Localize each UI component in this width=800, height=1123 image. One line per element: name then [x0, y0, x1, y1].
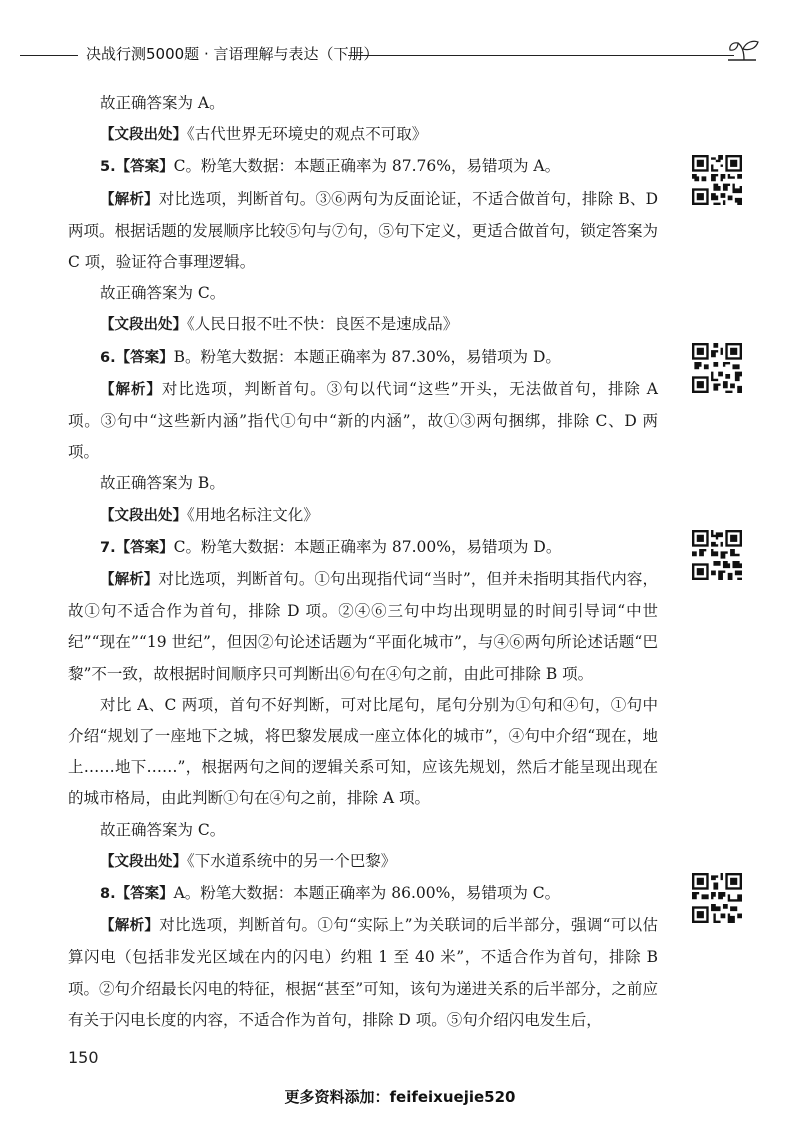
analysis-label: 【解析】 — [100, 572, 159, 589]
source-line — [68, 309, 658, 341]
answer-header-6 — [68, 342, 658, 374]
source-label: 【文段出处】 — [100, 317, 187, 334]
answer-label: 6.【答案】 — [100, 349, 174, 366]
source-title: 《用地名标注文化》 — [187, 505, 319, 524]
answer-stats: A。粉笔大数据：本题正确率为 86.00%，易错项为 C。 — [173, 884, 561, 903]
page-header — [0, 34, 800, 74]
source-title: 《下水道系统中的另一个巴黎》 — [187, 851, 397, 870]
analysis-paragraph — [68, 564, 658, 690]
answer-stats: C。粉笔大数据：本题正确率为 87.76%，易错项为 A。 — [173, 157, 561, 176]
header-rule-left — [20, 55, 78, 56]
analysis-text: 对比选项，判断首句。①句出现指代词“当时”，但并未指明其指代内容，故①句不适合作为首句，排除 D 项。②④⑥三句中均出现明显的时间引导词“中世纪”“现在”“19 世纪”，但因②句论述话题为“平面化城市”，与④⑥两句所论述话题“巴黎”不一致，故根据时间顺序只可判断出⑥句在④句之前，由此可排除 B 项。 — [68, 570, 658, 683]
book-title: 决战行测5000题 · 言语理解与表达（下册） — [86, 45, 379, 63]
source-line — [68, 119, 658, 151]
answer-line: 故正确答案为 B。 — [100, 474, 225, 493]
source-title: 《古代世界无环境史的观点不可取》 — [187, 125, 428, 144]
source-line — [68, 500, 658, 532]
analysis-paragraph — [68, 374, 658, 469]
qr-code-icon — [692, 343, 742, 393]
source-label: 【文段出处】 — [100, 507, 187, 524]
qr-code-icon — [692, 155, 742, 205]
qr-code-icon — [692, 873, 742, 923]
header-rule-right — [348, 55, 734, 56]
answer-line: 故正确答案为 C。 — [100, 284, 226, 303]
answer-stats: B。粉笔大数据：本题正确率为 87.30%，易错项为 D。 — [173, 347, 561, 366]
answer-label: 7.【答案】 — [100, 539, 174, 556]
analysis-label: 【解析】 — [100, 918, 160, 935]
analysis-paragraph — [68, 910, 658, 1036]
answer-stats: C。粉笔大数据：本题正确率为 87.00%，易错项为 D。 — [173, 537, 562, 556]
qr-code-icon — [692, 530, 742, 580]
answer-content — [68, 88, 658, 1036]
analysis-text: 对比选项，判断首句。①句“实际上”为关联词的后半部分，强调“可以估算闪电（包括非发光区域在内的闪电）约粗 1 至 40 米”，不适合作为首句，排除 B 项。②句介绍最长闪电的特征，根据“甚至”可知，该句为递进关系的后半部分，之前应有关于闪电长度的内容，不适合作为首句，排除 D 项。⑤句介绍闪电发生后， — [68, 916, 658, 1029]
answer-label: 5.【答案】 — [100, 159, 174, 176]
answer-line: 故正确答案为 A。 — [100, 94, 225, 112]
source-label: 【文段出处】 — [100, 853, 187, 870]
sprout-icon — [726, 34, 762, 66]
analysis-label: 【解析】 — [100, 381, 162, 398]
analysis-label: 【解析】 — [100, 191, 159, 208]
analysis-text: 对比选项，判断首句。③句以代词“这些”开头，无法做首句，排除 A 项。③句中“这些新内涵”指代①句中“新的内涵”，故①③两句捆绑，排除 C、D 两项。 — [68, 379, 658, 462]
page-number: 150 — [68, 1048, 99, 1067]
analysis-text: 对比选项，判断首句。③⑥两句为反面论证，不适合做首句，排除 B、D 两项。根据话题的发展顺序比较⑤句与⑦句，⑤句下定义，更适合做首句，锁定答案为 C 项，验证符合事理逻辑。 — [68, 189, 659, 272]
source-title: 《人民日报不吐不快：良医不是速成品》 — [187, 315, 459, 334]
analysis-paragraph-continued: 对比 A、C 两项，首句不好判断，可对比尾句，尾句分别为①句和④句，①句中介绍“规划了一座地下之城，将巴黎发展成一座立体化的城市”，④句中介绍“现在，地上……地下……”，根据两句之间的逻辑关系可知，应该先规划，然后才能呈现出现在的城市格局，由此判断①句在④句之前，排除 A 项。 — [68, 695, 658, 808]
answer-line: 故正确答案为 C。 — [100, 820, 226, 839]
answer-header-7 — [68, 532, 658, 564]
footer-contact: 更多资料添加：feifeixuejie520 — [284, 1088, 516, 1106]
answer-header-8 — [68, 878, 658, 910]
source-label: 【文段出处】 — [100, 127, 187, 144]
analysis-paragraph — [68, 184, 658, 279]
answer-header-5 — [68, 151, 658, 183]
answer-label: 8.【答案】 — [100, 886, 174, 903]
source-line — [68, 846, 658, 878]
